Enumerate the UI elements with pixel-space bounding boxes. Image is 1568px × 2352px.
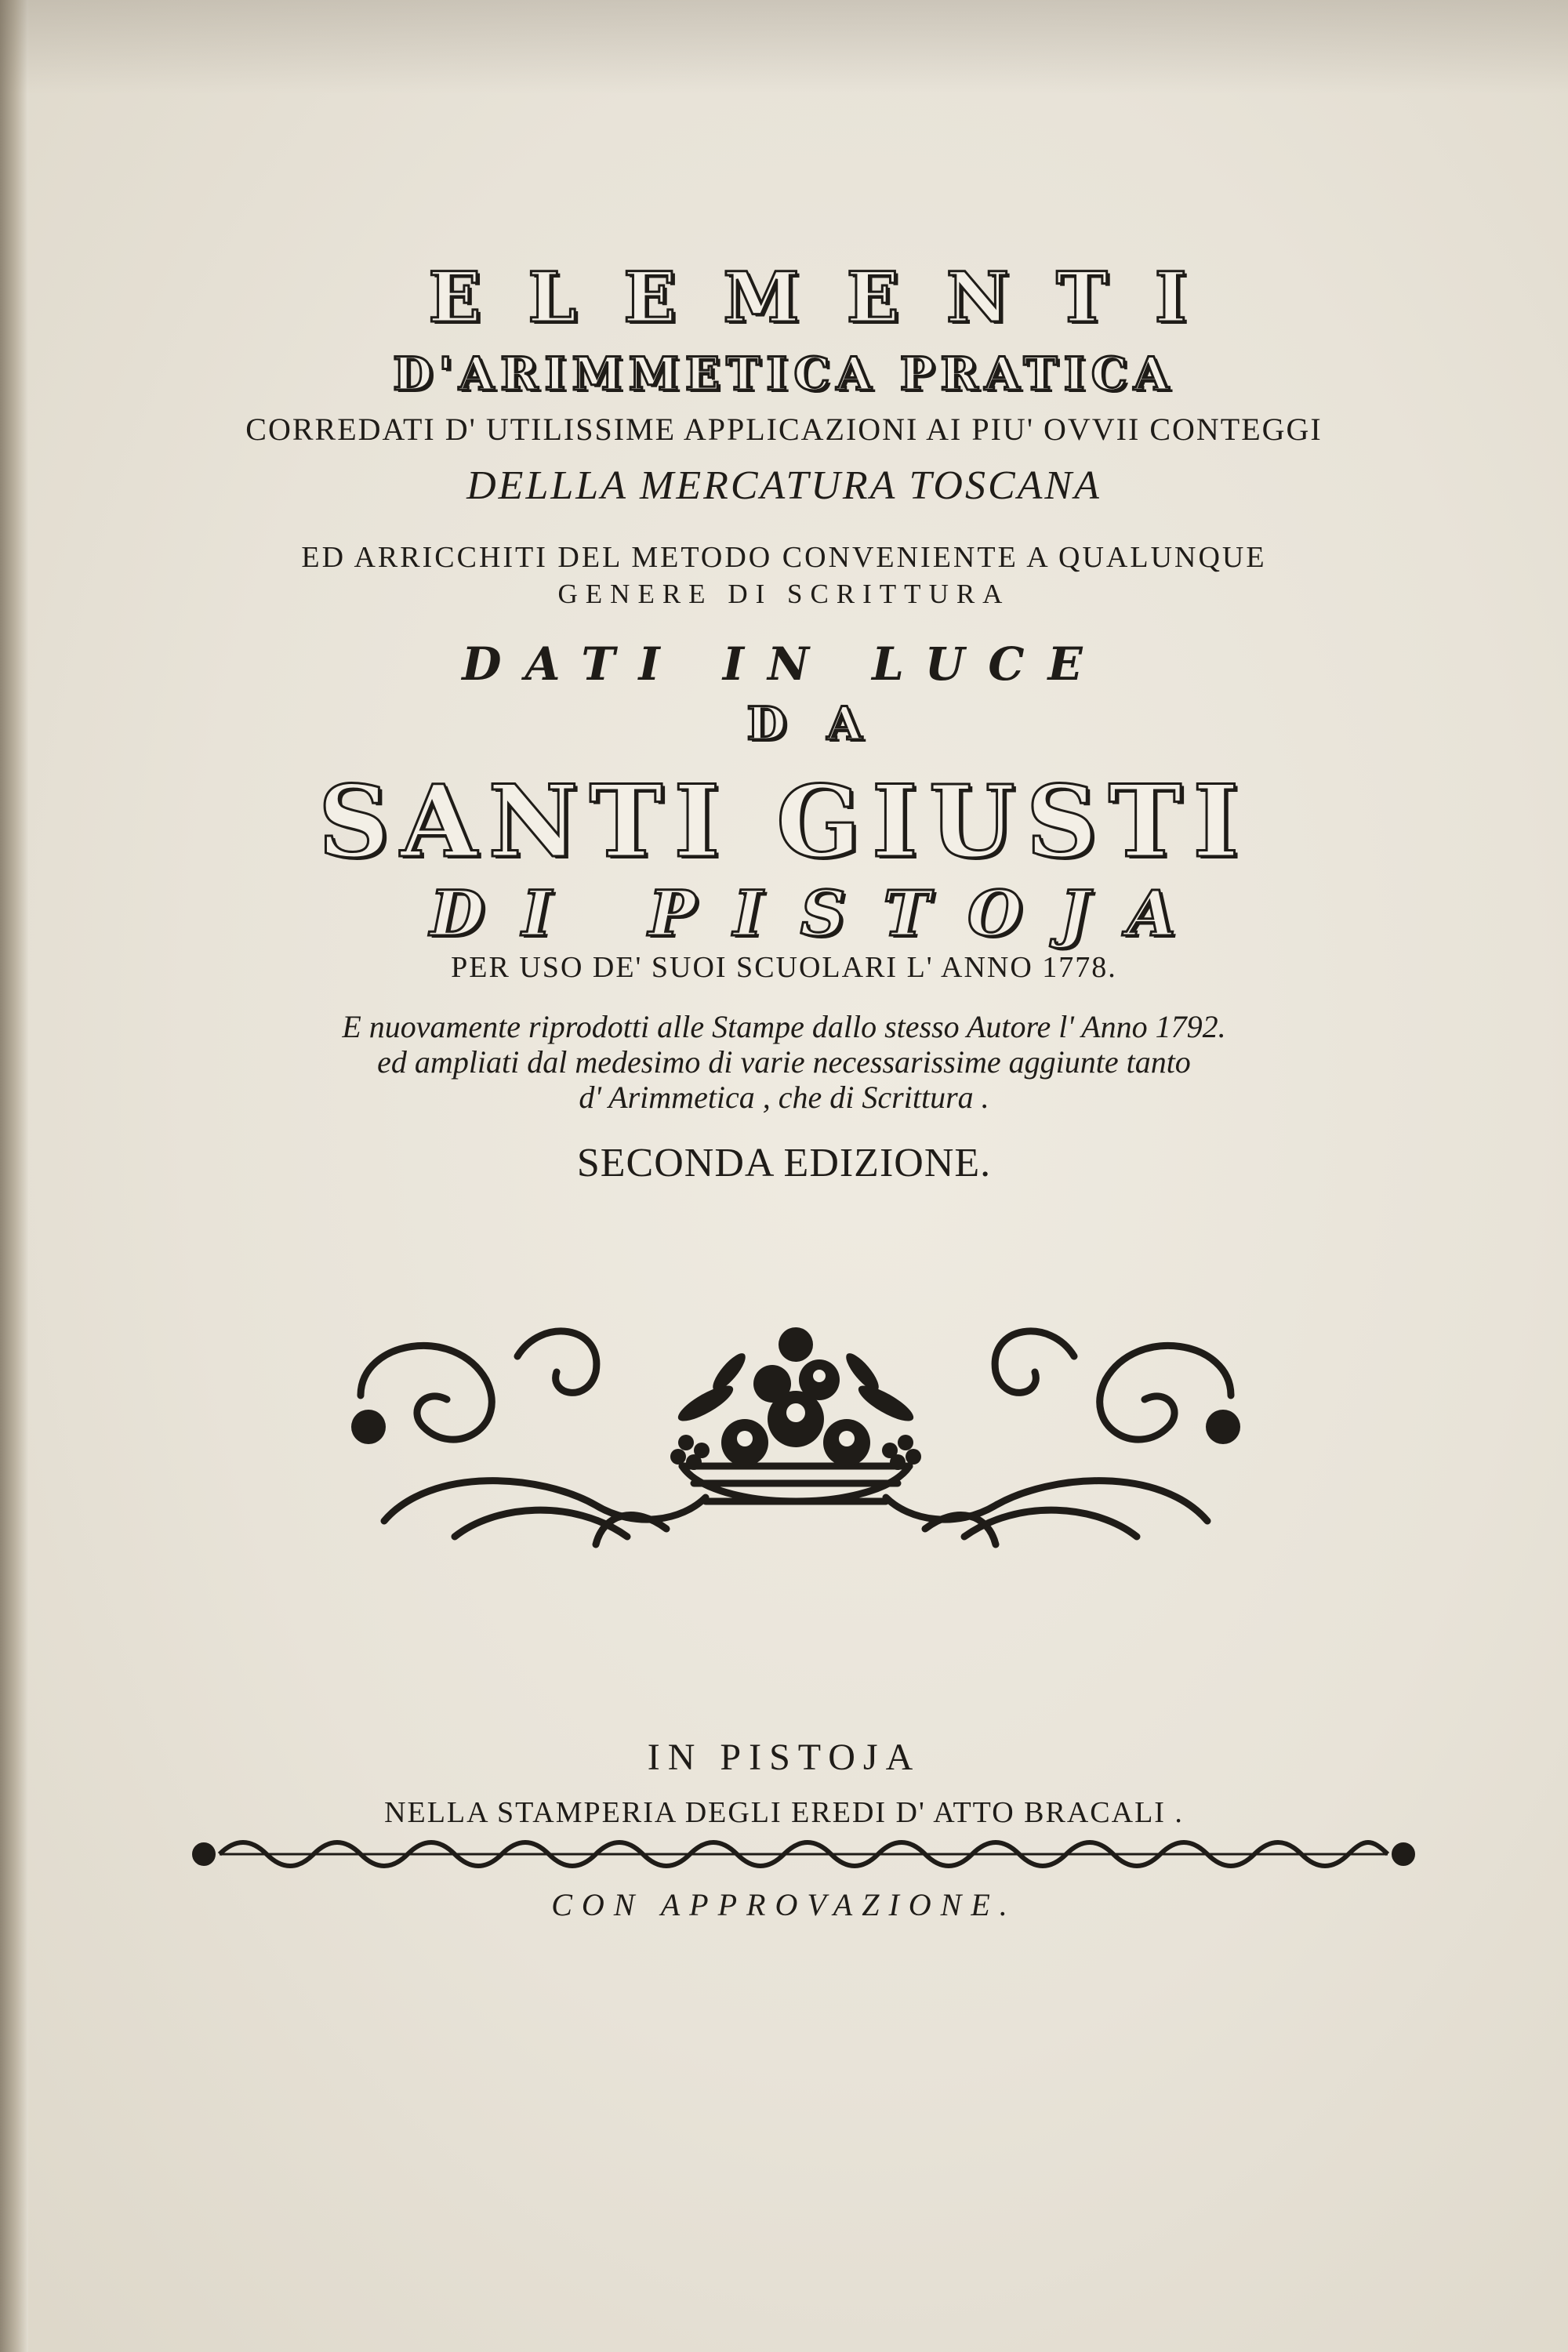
subtitle-line-genere: GENERE DI SCRITTURA <box>557 579 1011 609</box>
subtitle-line-applications: CORREDATI D' UTILISSIME APPLICAZIONI AI PIU' OVVII CONTEGGI <box>245 412 1323 447</box>
book-title: ELEMENTI <box>428 256 1234 338</box>
fruit-basket-vignette-icon <box>337 1309 1254 1560</box>
da-line: DA <box>746 697 903 750</box>
subtitle-line-metodo: ED ARRICCHITI DEL METODO CONVENIENTE A QUALUNQUE <box>301 541 1267 574</box>
book-subtitle: D'ARIMMETICA PRATICA <box>393 347 1175 401</box>
dati-in-luce-line: DATI IN LUCE <box>462 637 1106 691</box>
reprint-note-line-1: E nuovamente riprodotti alle Stampe dallo stesso Autore l' Anno 1792. <box>342 1009 1226 1044</box>
author-origin: DI PISTOJA <box>430 877 1214 950</box>
chain-rule-ornament <box>188 1838 1419 1870</box>
subtitle-line-mercatura: DELLLA MERCATURA TOSCANA <box>466 463 1102 508</box>
reprint-note-line-2: ed ampliati dal medesimo di varie necessarissime aggiunte tanto <box>377 1044 1191 1080</box>
imprint-printer: NELLA STAMPERIA DEGLI EREDI D' ATTO BRACALI . <box>384 1796 1184 1829</box>
imprint-city: IN PISTOJA <box>647 1737 921 1778</box>
author-name: SANTI GIUSTI <box>318 764 1250 880</box>
approval-line: CON APPROVAZIONE. <box>551 1887 1017 1922</box>
first-edition-note: PER USO DE' SUOI SCUOLARI L' ANNO 1778. <box>451 951 1117 984</box>
edition-statement: SECONDA EDIZIONE. <box>576 1141 992 1185</box>
reprint-note-line-3: d' Arimmetica , che di Scrittura . <box>579 1080 989 1115</box>
page-shadow <box>0 0 1568 94</box>
